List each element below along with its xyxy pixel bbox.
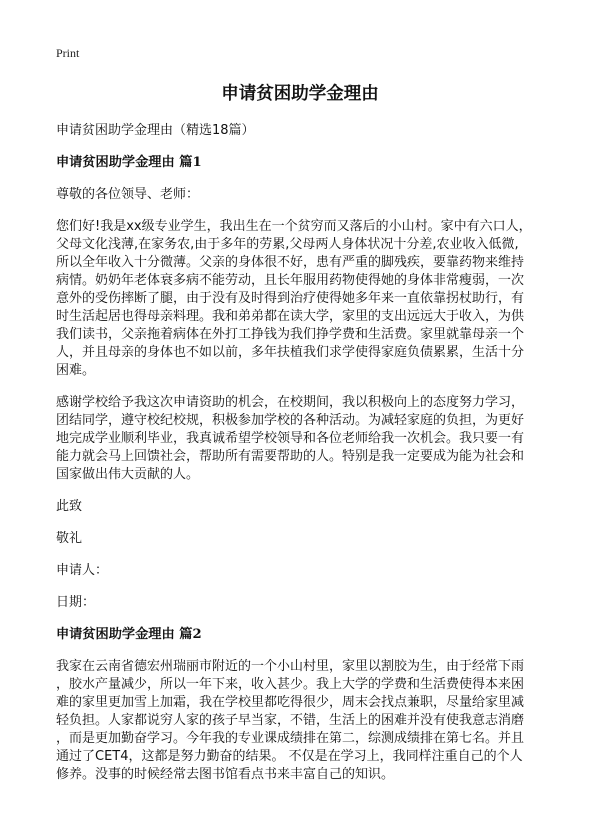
text-line: 父母文化浅薄,在家务农,由于多年的劳累,父母两人身体状况十分差,农业收入低微, (56, 237, 519, 252)
page-title: 申请贫困助学金理由 (221, 84, 379, 104)
text-line: 轻负担。人家都说穷人家的孩子早当家，不错，生活上的困难并没有使我意志消磨 (56, 713, 525, 728)
text-line: 时生活起居也得母亲料理。我和弟弟都在读大学，家里的支出远远大于收入，为供 (56, 309, 525, 324)
text-line: 人，并且母亲的身体也不如以前，多年扶植我们求学使得家庭负债累累，生活十分 (56, 345, 525, 360)
text-line: 您们好!我是xx级专业学生，我出生在一个贫穷而又落后的小山村。家中有六口人， (56, 219, 532, 234)
paragraph (56, 218, 556, 380)
text-line: ，胶水产量减少，所以一年下来，收入甚少。我上大学的学费和生活费使得本来困 (56, 677, 525, 692)
text-line: 病情。奶奶年老体衰多病不能劳动，且长年服用药物使得她的身体非常瘦弱，一次 (56, 273, 525, 288)
text-line: ，而是更加勤奋学习。今年我的专业课成绩排在第二，综测成绩排在第七名。并且 (56, 731, 525, 746)
text-line: 意外的受伤摔断了腿，由于没有及时得到治疗使得她多年来一直依靠拐杖助行，有 (56, 291, 525, 306)
text-line: 所以全年收入十分微薄。父亲的身体很不好，患有严重的脚残疾，要靠药物来维持 (56, 255, 525, 270)
text-line: 能力就会马上回馈社会，帮助所有需要帮助的人。特别是我一定要成为能为社会和 (56, 449, 525, 464)
date-line: 日期： (56, 595, 96, 610)
section-heading-1: 申请贫困助学金理由 篇1 (56, 155, 202, 170)
text-line: 通过了CET4，这都是努力勤奋的结果。 不仅是在学习上，我同样注重自己的个人 (56, 749, 523, 764)
text-line: 团结同学，遵守校纪校规，积极参加学校的各种活动。为减轻家庭的负担，为更好 (56, 413, 525, 428)
text-line: 地完成学业顺利毕业，我真诚希望学校领导和各位老师给我一次机会。我只要一有 (56, 431, 525, 446)
document-subtitle: 申请贫困助学金理由（精选18篇） (56, 123, 255, 138)
text-line: 困难。 (56, 363, 96, 378)
text-line: 感谢学校给予我这次申请资助的机会，在校期间，我以积极向上的态度努力学习， (56, 395, 525, 410)
section-heading-2: 申请贫困助学金理由 篇2 (56, 627, 202, 642)
text-line: 我家在云南省德宏州瑞丽市附近的一个小山村里，家里以割胶为生，由于经常下雨 (56, 659, 525, 674)
closing-line: 此致 (56, 499, 83, 514)
salutation: 尊敬的各位领导、老师： (56, 187, 200, 202)
paragraph (56, 658, 556, 784)
text-line: 我们读书，父亲拖着病体在外打工挣钱为我们挣学费和生活费。家里就靠母亲一个 (56, 327, 525, 342)
document-body (56, 122, 556, 784)
applicant-line: 申请人： (56, 563, 109, 578)
closing-line: 敬礼 (56, 531, 83, 546)
print-label: Print (56, 46, 80, 60)
text-line: 修养。没事的时候经常去图书馆看点书来丰富自己的知识。 (56, 767, 395, 782)
text-line: 难的家里更加雪上加霜，我在学校里都吃得很少，周末会找点兼职，尽量给家里减 (56, 695, 525, 710)
text-line: 国家做出伟大贡献的人。 (56, 467, 200, 482)
paragraph (56, 394, 556, 484)
